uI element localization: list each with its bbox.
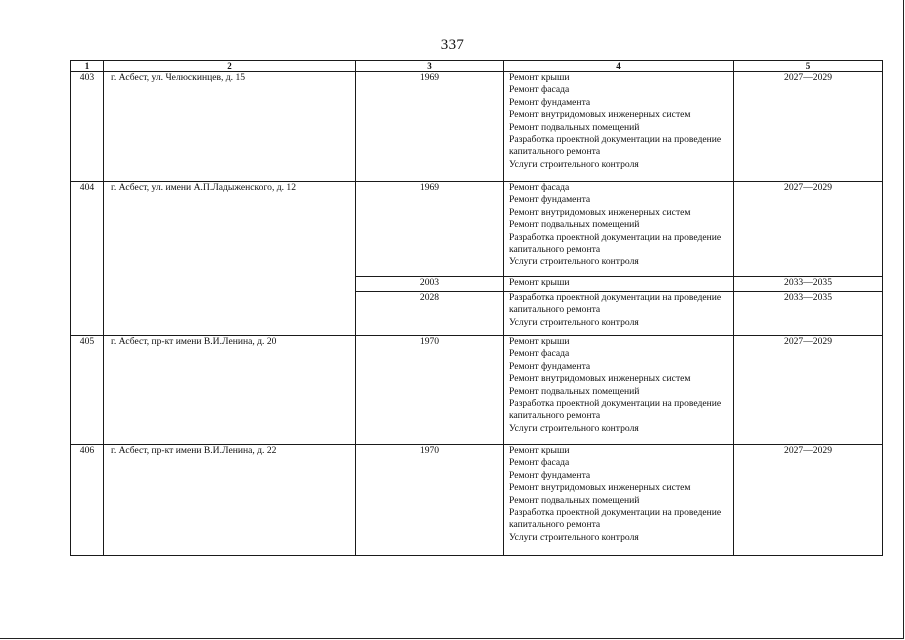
column-header: 3 bbox=[356, 61, 504, 72]
period-cell: 2033—2035 bbox=[734, 292, 883, 336]
work-item: Разработка проектной документации на проведение капитального ремонта bbox=[509, 507, 722, 531]
work-item: Ремонт крыши bbox=[509, 336, 570, 347]
address-cell: г. Асбест, пр-кт имени В.И.Ленина, д. 20 bbox=[104, 336, 356, 445]
table-row bbox=[71, 336, 883, 445]
work-item: Ремонт фасада bbox=[509, 348, 570, 360]
page-number: 337 bbox=[440, 37, 465, 53]
work-item: Ремонт фасада bbox=[509, 182, 570, 193]
table-header-row bbox=[71, 61, 883, 72]
year-cell: 1969 bbox=[356, 182, 504, 277]
period-cell: 2027—2029 bbox=[734, 72, 883, 182]
year-cell: 1970 bbox=[356, 336, 504, 445]
address-cell: г. Асбест, ул. имени А.П.Ладыженского, д. 12 bbox=[104, 182, 356, 336]
work-item: Ремонт фундамента bbox=[509, 360, 591, 372]
work-item: Услуги строительного контроля bbox=[509, 256, 639, 268]
work-item: Разработка проектной документации на проведение капитального ремонта bbox=[509, 134, 722, 158]
table-row bbox=[71, 182, 883, 277]
column-header: 5 bbox=[734, 61, 883, 72]
work-item: Ремонт крыши bbox=[509, 277, 570, 288]
work-item: Ремонт подвальных помещений bbox=[509, 494, 640, 506]
house-number-cell: 406 bbox=[71, 445, 104, 556]
period-cell: 2027—2029 bbox=[734, 445, 883, 556]
period-cell: 2027—2029 bbox=[734, 336, 883, 445]
works-cell bbox=[504, 277, 734, 292]
house-number-cell: 403 bbox=[71, 72, 104, 182]
work-item: Ремонт внутридомовых инженерных систем bbox=[509, 482, 691, 494]
work-item: Услуги строительного контроля bbox=[509, 158, 639, 170]
work-item: Разработка проектной документации на проведение капитального ремонта bbox=[509, 398, 722, 422]
registry-table-body bbox=[71, 61, 883, 556]
work-item: Ремонт крыши bbox=[509, 445, 570, 456]
work-item: Ремонт внутридомовых инженерных систем bbox=[509, 109, 691, 121]
work-item: Ремонт фундамента bbox=[509, 194, 591, 206]
house-number-cell: 405 bbox=[71, 336, 104, 445]
registry-table bbox=[70, 60, 883, 556]
work-item: Ремонт фасада bbox=[509, 84, 570, 96]
address-cell: г. Асбест, ул. Челюскинцев, д. 15 bbox=[104, 72, 356, 182]
work-item: Ремонт внутридомовых инженерных систем bbox=[509, 206, 691, 218]
work-item: Ремонт внутридомовых инженерных систем bbox=[509, 373, 691, 385]
year-cell: 1969 bbox=[356, 72, 504, 182]
work-item: Разработка проектной документации на проведение капитального ремонта bbox=[509, 292, 722, 316]
work-item: Ремонт фундамента bbox=[509, 96, 591, 108]
work-item: Услуги строительного контроля bbox=[509, 531, 639, 543]
house-number-cell: 404 bbox=[71, 182, 104, 336]
column-header: 1 bbox=[71, 61, 104, 72]
period-cell: 2033—2035 bbox=[734, 277, 883, 292]
period-cell: 2027—2029 bbox=[734, 182, 883, 277]
work-item: Ремонт подвальных помещений bbox=[509, 385, 640, 397]
column-header: 2 bbox=[104, 61, 356, 72]
work-item: Ремонт крыши bbox=[509, 72, 570, 83]
year-cell: 2028 bbox=[356, 292, 504, 336]
work-item: Ремонт подвальных помещений bbox=[509, 219, 640, 231]
address-cell: г. Асбест, пр-кт имени В.И.Ленина, д. 22 bbox=[104, 445, 356, 556]
works-cell bbox=[504, 182, 734, 277]
table-row bbox=[71, 72, 883, 182]
year-cell: 2003 bbox=[356, 277, 504, 292]
works-cell bbox=[504, 72, 734, 182]
works-cell bbox=[504, 336, 734, 445]
work-item: Разработка проектной документации на проведение капитального ремонта bbox=[509, 231, 722, 256]
works-cell bbox=[504, 292, 734, 336]
work-item: Ремонт подвальных помещений bbox=[509, 121, 640, 133]
work-item: Ремонт фасада bbox=[509, 457, 570, 469]
work-item: Услуги строительного контроля bbox=[509, 316, 639, 328]
table-row bbox=[71, 445, 883, 556]
year-cell: 1970 bbox=[356, 445, 504, 556]
works-cell bbox=[504, 445, 734, 556]
column-header: 4 bbox=[504, 61, 734, 72]
work-item: Услуги строительного контроля bbox=[509, 422, 639, 434]
work-item: Ремонт фундамента bbox=[509, 469, 591, 481]
